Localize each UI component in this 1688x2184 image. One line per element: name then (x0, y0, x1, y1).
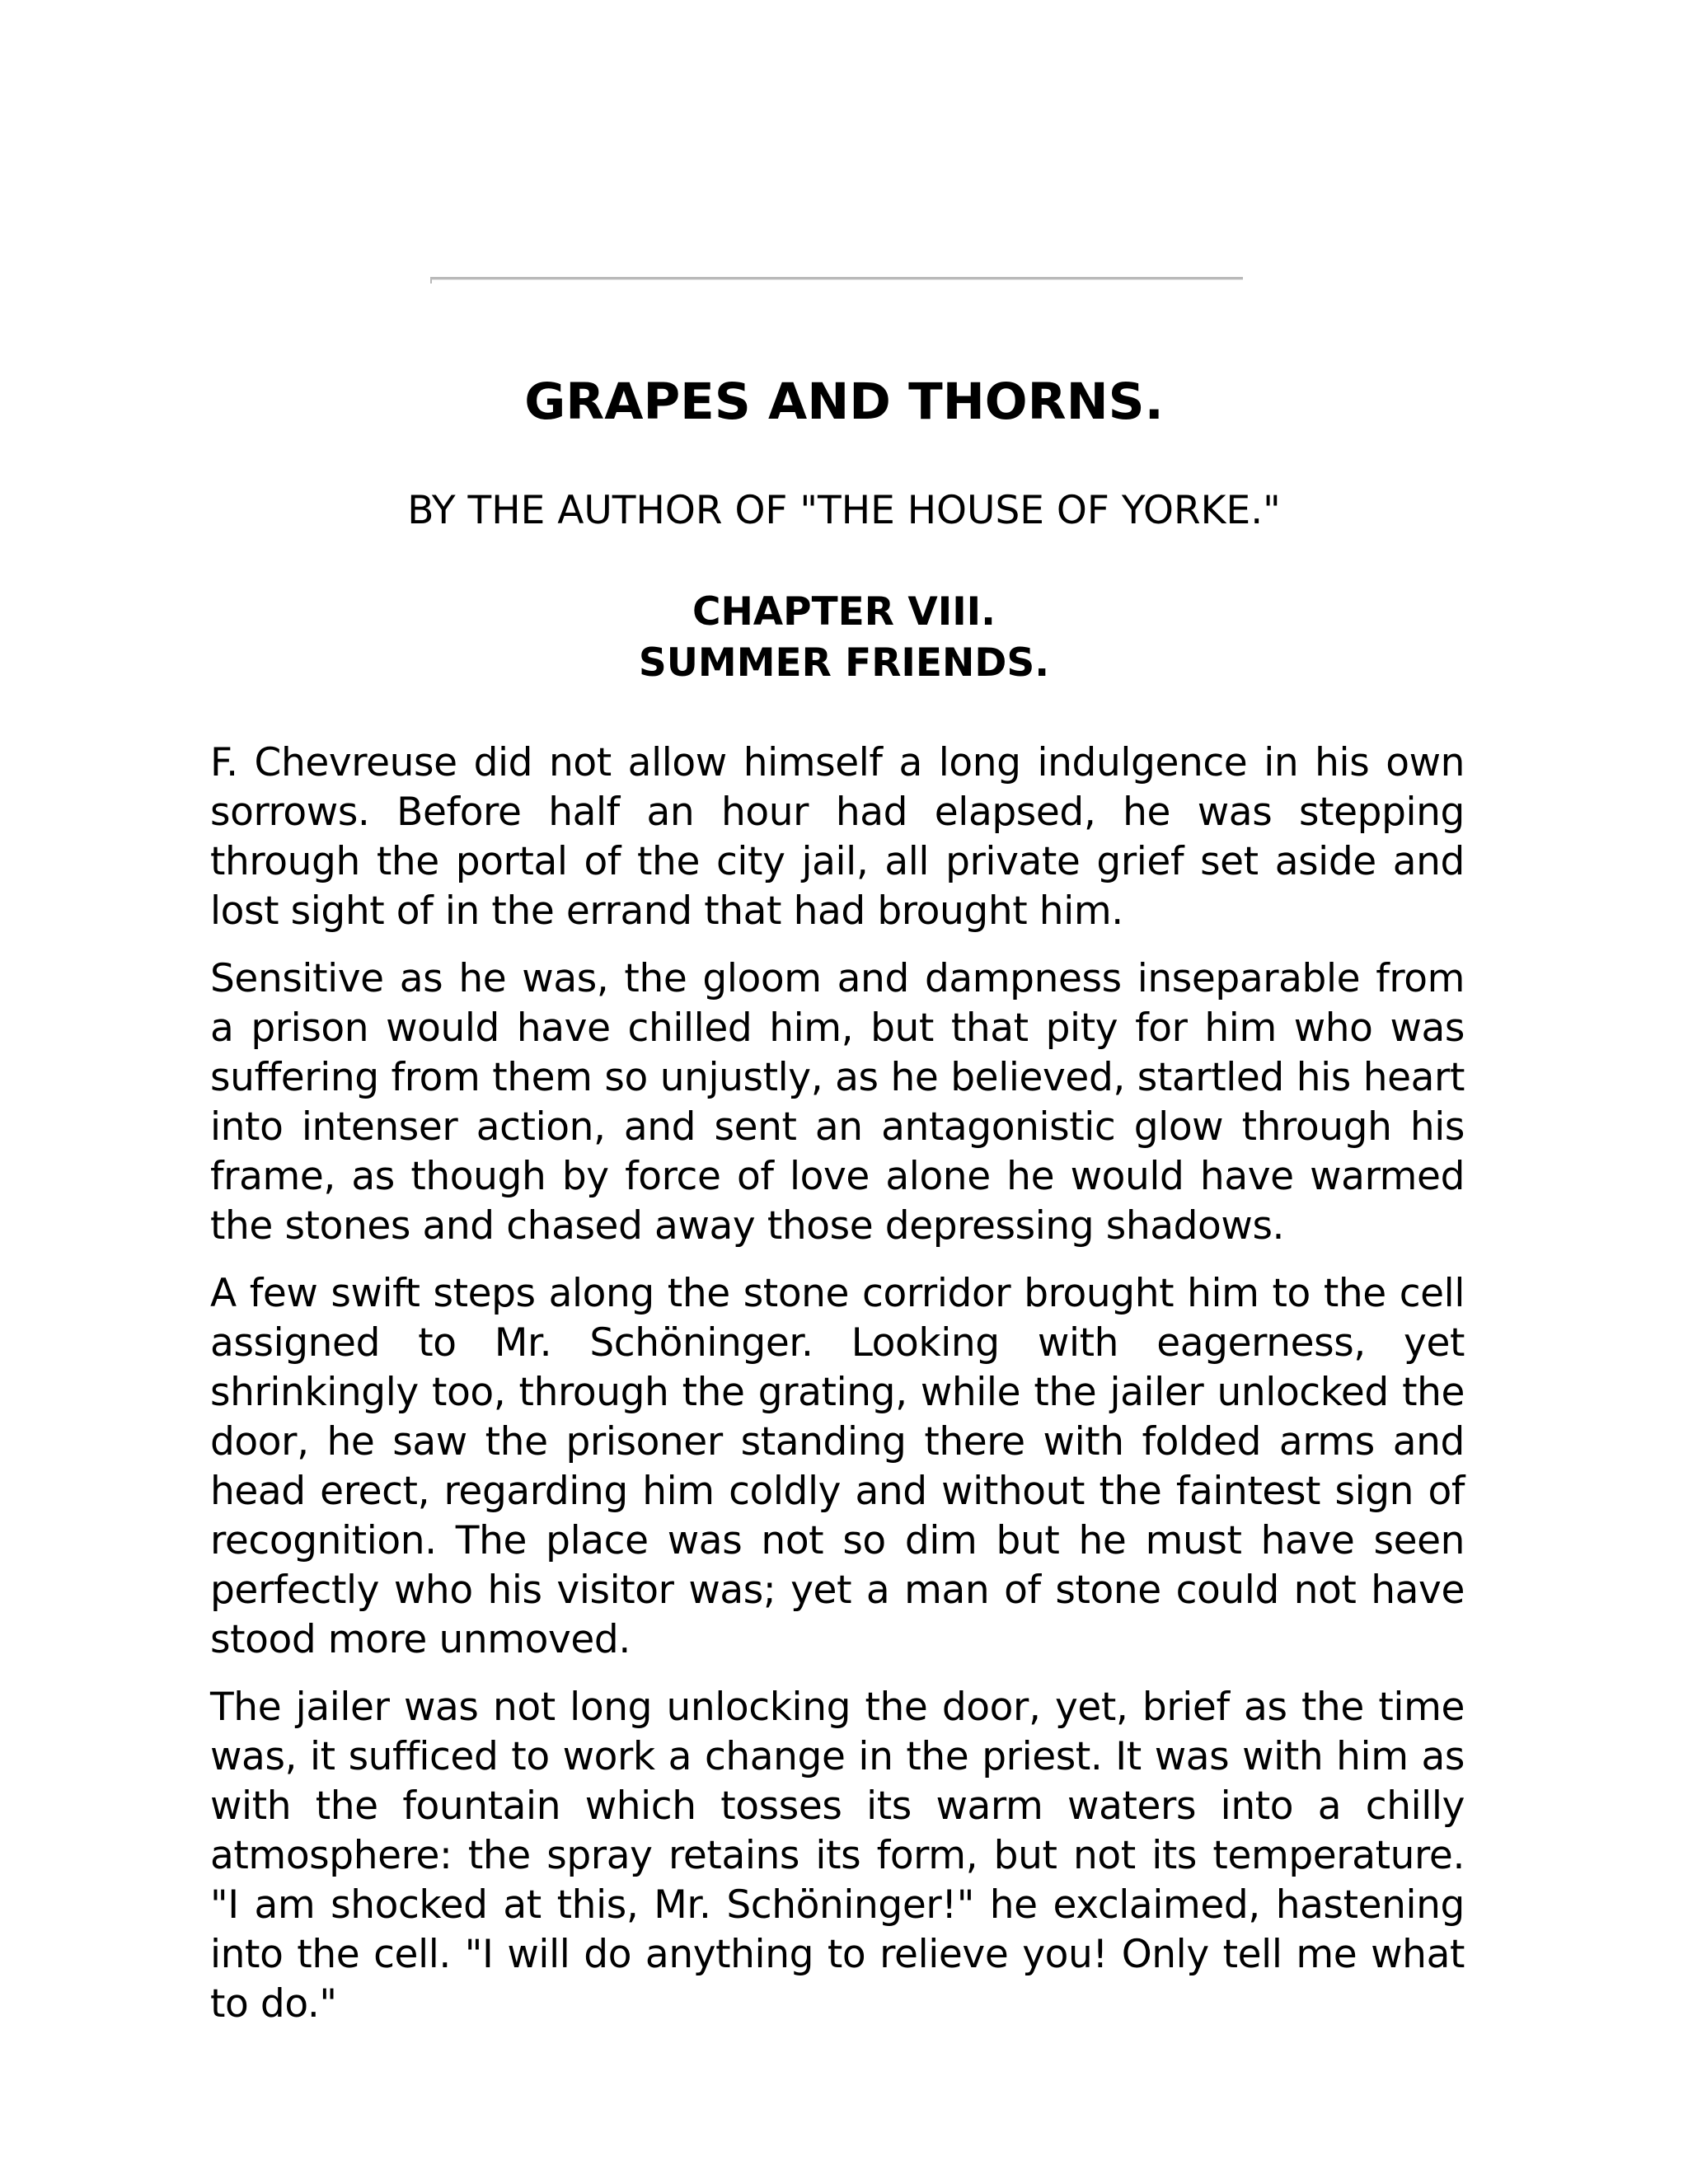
paragraph: Sensitive as he was, the gloom and dampness inseparable from a prison would have chilled him, but that pity for him who was suffering from them so unjustly, as he believed, startled his heart into intenser action, and sent an antagonistic glow through his frame, as though by force of love alone he would have warmed the stones and chased away those depressing shadows. (210, 956, 1465, 1249)
author-byline: BY THE AUTHOR OF "THE HOUSE OF YORKE." (407, 488, 1281, 533)
chapter-title: SUMMER FRIENDS. (638, 640, 1050, 686)
horizontal-rule (430, 277, 1243, 280)
book-title: GRAPES AND THORNS. (524, 373, 1164, 431)
chapter-number: CHAPTER VIII. (692, 589, 996, 635)
chapter-body (210, 738, 1465, 2047)
chapter-heading (0, 587, 1688, 689)
horizontal-rule-end (430, 277, 432, 284)
paragraph: F. Chevreuse did not allow himself a long indulgence in his own sorrows. Before half an hour had elapsed, he was stepping through the portal of the city jail, all private grief set aside and lost sight of in the errand that had brought him. (210, 740, 1465, 934)
paragraph: The jailer was not long unlocking the door, yet, brief as the time was, it sufficed to work a change in the priest. It was with him as with the fountain which tosses its warm waters into a chilly atmosphere: the spray retains its form, but not its temperature. "I am shocked at this, Mr. Schöninger!" he exclaimed, hastening into the cell. "I will do anything to relieve you! Only tell me what to do." (210, 1685, 1465, 2027)
paragraph: A few swift steps along the stone corridor brought him to the cell assigned to Mr. Schöninger. Looking with eagerness, yet shrinkingly too, through the grating, while the jailer unlocked the door, he saw the prisoner standing there with folded arms and head erect, regarding him coldly and without the faintest sign of recognition. The place was not so dim but he must have seen perfectly who his visitor was; yet a man of stone could not have stood more unmoved. (210, 1271, 1465, 1662)
